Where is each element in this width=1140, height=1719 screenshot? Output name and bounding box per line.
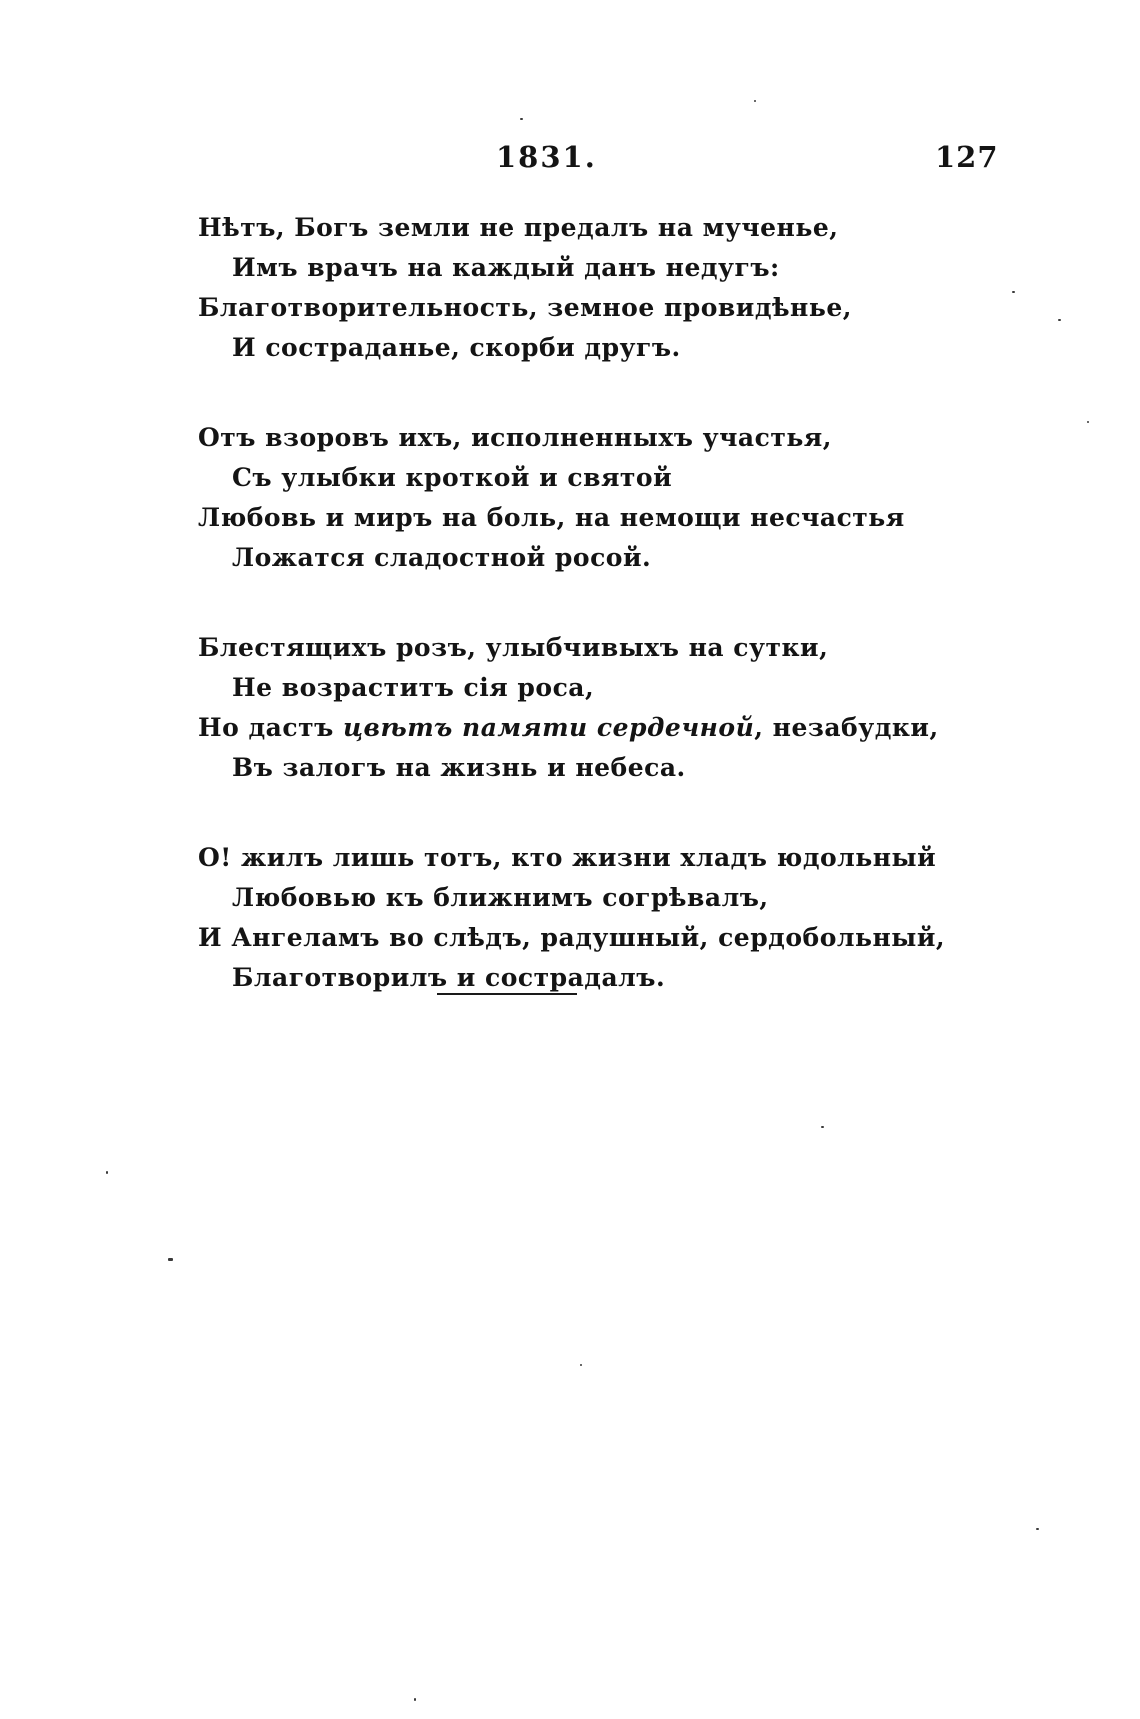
poem-line: И Ангеламъ во слѣдъ, радушный, сердобольный, [198,923,946,952]
stanza-1 [198,208,958,368]
dust-speck [106,1171,108,1174]
poem-line: Ложатся сладостной росой. [232,543,652,572]
running-head-year: 1831. [496,140,597,174]
dust-speck [821,1126,824,1128]
running-head [0,140,1140,180]
poem-line: Въ залогъ на жизнь и небеса. [232,753,686,782]
poem-line: И состраданье, скорби другъ. [232,333,681,362]
end-rule [437,993,577,995]
poem-line: Отъ взоровъ ихъ, исполненныхъ участья, [198,423,832,452]
page-number: 127 [935,140,999,174]
stanza-4 [198,838,958,998]
poem-line: Любовь и миръ на боль, на немощи несчастья [198,503,905,532]
dust-speck [168,1258,173,1261]
stanza-2 [198,418,958,578]
poem-line: Не возраститъ сія роса, [232,673,595,702]
poem [198,208,958,1048]
poem-line: Благотворилъ и сострадалъ. [232,963,666,992]
dust-speck [1087,421,1089,423]
poem-line-with-italic [198,708,958,748]
poem-line: Съ улыбки кроткой и святой [232,463,673,492]
italic-phrase: цвѣтъ памяти сердечной [342,713,755,742]
line-text-after: , незабудки, [754,713,939,742]
dust-speck [754,100,756,102]
dust-speck [1058,319,1061,321]
dust-speck [414,1698,416,1701]
line-text-before: Но дастъ [198,713,343,742]
poem-line: Имъ врачъ на каждый данъ недугъ: [232,253,780,282]
dust-speck [1036,1528,1039,1530]
dust-speck [580,1364,582,1366]
poem-line: Благотворительность, земное провидѣнье, [198,293,852,322]
dust-speck [520,118,523,120]
poem-line: Любовью къ ближнимъ согрѣвалъ, [232,883,769,912]
stanza-3 [198,628,958,788]
poem-line: Блестящихъ розъ, улыбчивыхъ на сутки, [198,633,829,662]
dust-speck [1012,291,1015,293]
poem-line: О! жилъ лишь тотъ, кто жизни хладъ юдольный [198,843,937,872]
poem-line: Нѣтъ, Богъ земли не предалъ на мученье, [198,213,839,242]
